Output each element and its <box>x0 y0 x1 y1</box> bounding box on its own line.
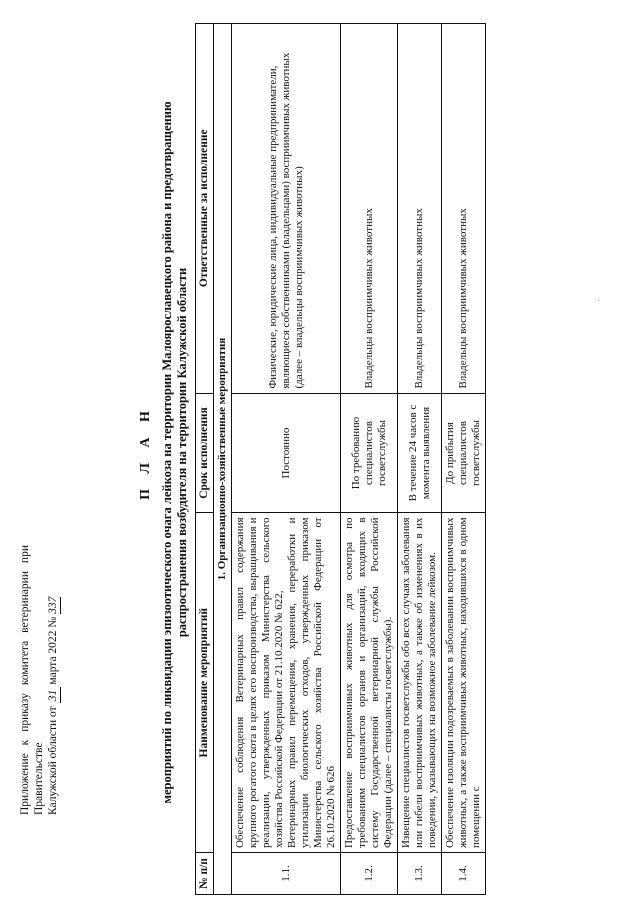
row-resp: Физические, юридические лица, индивидуальные предприниматели, являющиеся собственниками (владельцами) восприимчивых животных (далее – владельцы восприимчивых животных) <box>232 24 341 394</box>
plan-table <box>195 23 486 895</box>
annex-line2-mid: марта 2022 № <box>47 616 59 685</box>
annex-day: 31 <box>46 687 61 703</box>
section-row <box>214 24 232 895</box>
row-resp: Владельцы восприимчивых животных <box>442 24 486 394</box>
row-term: До прибытия специалистов госветслужбы <box>442 393 486 513</box>
annex-line2-pre: Калужской области от <box>47 706 59 815</box>
row-name-part-a: Обеспечение соблюдения Ветеринарных правил содержания крупного рогатого скота в целях его воспроизводства, выращивания и реализации, утвержденных приказом Министерства сельского хозяйства Российской Федерации от 21.10.2020 № 622, <box>234 517 285 849</box>
annex-header <box>18 545 61 815</box>
header-name: Наименование мероприятий <box>196 513 214 853</box>
plan-subtitle: мероприятий по ликвидации эпизоотического очага лейкоза на территории Малоярославецкого района и предотвращению распространения возбудителя на территории Калужской области <box>160 101 189 804</box>
row-term: В течение 24 часов с момента выявления <box>398 393 442 513</box>
row-name <box>232 513 341 853</box>
row-num: 1.3. <box>398 853 442 895</box>
annex-number: 337 <box>47 596 59 614</box>
header-num: № п/п <box>196 853 214 895</box>
row-name: Предоставление восприимчивых животных для осмотра по требованиям специалистов органов и организаций, входящих в систему Государственной ветеринарной службы Российской Федерации (далее – специалисты госветслужбы). <box>341 513 398 853</box>
plan-title: П Л А Н <box>138 405 153 500</box>
annex-line1: Приложение к приказу комитета ветеринарии при Правительстве <box>19 545 45 815</box>
row-name: Извещение специалистов госветслужбы обо всех случаях заболевания или гибели восприимчивых животных, а также об изменениях в их поведении, указывающих на возможное заболевание лейкозом. <box>398 513 442 853</box>
table-row <box>341 24 398 895</box>
row-name-part-b: Ветеринарных правил перемещения, хранения, переработки и утилизации биологических отходов, утвержденных приказом Министерства сельского хозяйства Российской Федерации от 26.10.2020 № 626 <box>286 517 337 849</box>
row-term: Постоянно <box>232 393 341 513</box>
row-resp: Владельцы восприимчивых животных <box>341 24 398 394</box>
table-row <box>398 24 442 895</box>
row-num: 1.4. <box>442 853 486 895</box>
table-row <box>442 24 486 895</box>
table-row <box>232 24 341 895</box>
table-header-row <box>196 24 214 895</box>
row-num: 1.1. <box>232 853 341 895</box>
header-term: Срок исполнения <box>196 393 214 513</box>
section-title: 1. Организационно-хозяйственные мероприятия <box>214 24 232 895</box>
header-resp: Ответственные за исполнение <box>196 24 214 394</box>
row-resp: Владельцы восприимчивых животных <box>398 24 442 394</box>
row-name: Обеспечение изоляции подозреваемых в заболевании восприимчивых животных, а также восприимчивых животных, находившихся в одном помещении с <box>442 513 486 853</box>
row-term: По требованию специалистов госветслужбы <box>341 393 398 513</box>
row-num: 1.2. <box>341 853 398 895</box>
